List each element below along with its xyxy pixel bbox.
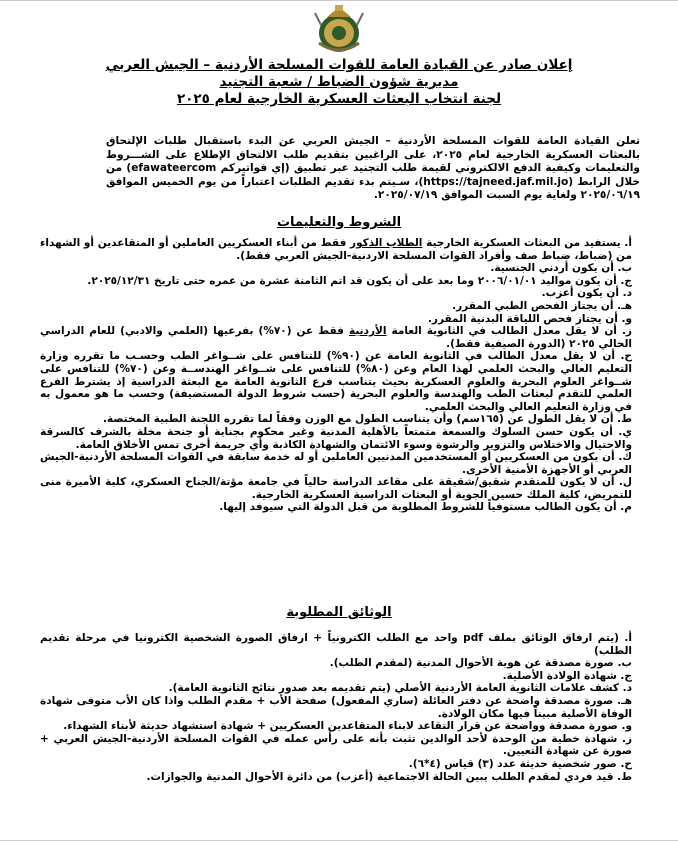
condition-item	[40, 237, 632, 262]
condition-item	[40, 476, 632, 501]
condition-item	[40, 313, 632, 326]
conditions-list	[40, 237, 632, 514]
condition-text: هـ. أن يجتاز الفحص الطبي المقرر.	[452, 299, 632, 312]
document-item: ج. شهادة الولادة الأصلية.	[502, 669, 632, 682]
condition-text: م. أن يكون الطالب مستوفياً للشروط المطلوبة من قبل الدولة التي سيوفد إليها.	[219, 501, 632, 514]
conditions-title: الشروط والتعليمات	[276, 215, 402, 230]
condition-text: ب. أن يكون أردني الجنسية.	[490, 262, 632, 275]
condition-item	[40, 451, 632, 476]
jaf-crest-emblem	[311, 3, 367, 55]
condition-text: ح. أن لا يقل معدل الطالب في الثانوية العامة عن (٩٠%) للتنافس على شــواغر الطب وحسـب ما تقرره وزارة التعليم العالي والبحث العلمي لهذا العام وعن (٨٠%) للتنافس على شــواغر الهندســة وعن (٧٠%) للتنافس على شــواغر العلوم البحرية والعلوم العسكرية بحيث يتناسب فرع الثانوية العامة مع البعثة الدراسية إذ يشترط الفرع العلمي للتقدم لبعثات الطب والهندسة والعلوم البحرية (حسب شروط الدولة المستضيفة) وحسب ما هو معمول به في وزارة التعليم العالي والبحث العلمي.	[40, 350, 633, 413]
condition-item	[40, 350, 632, 413]
document-item: ح. صور شخصية حديثة عدد (٣) قياس (٤*٦).	[408, 757, 632, 770]
documents-title: الوثائق المطلوبة	[286, 605, 392, 620]
header-line-1: إعلان صادر عن القيادة العامة للقوات المسلحة الأردنية – الجيش العربي	[105, 57, 573, 73]
document-item: ب. صورة مصدقة عن هوية الأحوال المدنية (لمقدم الطلب).	[329, 657, 632, 670]
condition-item	[40, 501, 632, 514]
condition-item	[40, 426, 632, 451]
condition-text: ك. أن يكون من العسكريين أو المستخدمين المدنيين العاملين أو له خدمة سابقة في القوات المسلحة الأردنية-الجيش العربي أو الأجهزة الأمنية الأخرى.	[40, 451, 632, 476]
documents-list	[40, 632, 632, 783]
document-item: ط. قيد فردي لمقدم الطلب يبين الحالة الاجتماعية (أعزب) من دائرة الأحوال المدنية والجوازات.	[146, 770, 632, 783]
condition-text-cont: فقط من أبناء العسكريين العاملين أو المتقاعدين أو الشهداء من (ضباط، ضباط صف وأفراد القوات المسلحة الاردنية-الجيش العربي فقط).	[40, 237, 632, 262]
document-item: و. صورة مصدقة وواضحة عن قرار التقاعد لابناء المتقاعدين العسكريين + شهادة استشهاد حديثة لأبناء الشهداء.	[63, 720, 632, 733]
condition-text: ز. أن لا يقل معدل الطالب في الثانوية العامة	[386, 325, 632, 338]
condition-item	[40, 413, 632, 426]
condition-text-cont: فقط عن (٧٠%) بفرعيها (العلمي والادبي) للعام الدراسي الحالي ٢٠٢٥ (الدورة الصيفية فقط).	[40, 325, 632, 350]
header-line-2: مديرية شؤون الضباط / شعبة التجنيد	[219, 74, 459, 90]
condition-text: ط. أن لا يقل الطول عن (١٦٥سم) وأن يتناسب الطول مع الوزن وفقاً لما تقرره اللجنة الطبية المختصة.	[102, 413, 632, 426]
condition-text: أ. يستفيد من البعثات العسكرية الخارجية	[422, 237, 632, 249]
intro-paragraph: تعلن القيادة العامة للقوات المسلحة الأردنية – الجيش العربي عن البدء باستقبال طلبات الإلتحاق بالبعثات العسكرية الخارجية لعام ٢٠٢٥، على الراغبين بتقديم طلب الالتحاق الإطلاع على الشـــروط والتعليمات وكيفية الدفع الالكتروني لقيمة طلب التجنيد عبر تطبيق (إي فواتيركم efawateercom) من خلال الرابط (https://tajneed.jaf.mil.jo)، سـيتم بدء تقديم الطلبات اعتباراً من يوم الخميس الموافق ٢٠٢٥/٠٦/١٩ ولغاية يوم السبت الموافق ٢٠٢٥/٠٧/١٩.	[106, 135, 640, 201]
condition-item	[40, 287, 632, 300]
condition-text: ل. أن لا يكون للمتقدم شقيق/شقيقة على مقاعد الدراسة حالياً في جامعة مؤتة/الجناح العسكري، كلية الأميرة منى للتمريض، كلية الملك حسين الجوية أو البعثات الدراسية العسكرية الخارجية.	[40, 476, 632, 501]
condition-underlined-text: الأردنية	[348, 325, 387, 338]
document-item: أ. (يتم ارفاق الوثائق بملف pdf واحد مع الطلب الكترونياً + ارفاق الصورة الشخصية الكترونيا في مرحلة تقديم الطلب)	[40, 632, 632, 657]
condition-item	[40, 275, 632, 288]
header-line-3: لجنة انتخاب البعثات العسكرية الخارجية لعام ٢٠٢٥	[176, 91, 502, 107]
condition-underlined-text: الطلاب الذكور	[350, 237, 423, 249]
condition-item	[40, 262, 632, 275]
condition-item	[40, 300, 632, 313]
document-item: هـ. صورة مصدقة واضحة عن دفتر العائلة (ساري المفعول) صفحة الأب + مقدم الطلب واذا كان الأب متوفى شهادة الوفاة الأصلية مبيناً فيها مكان الولادة.	[40, 694, 632, 720]
document-item: د. كشف علامات الثانوية العامة الأردنية الأصلي (يتم تقديمه بعد صدور نتائج الثانوية العامة).	[168, 682, 632, 695]
announcement-header	[0, 57, 678, 108]
condition-text: و. أن يجتاز فحص اللياقة البدنية المقرر.	[427, 312, 632, 325]
document-item: ز. شهادة خطية من الوحدة لأحد الوالدين تثبت بأنه على رأس عمله في القوات المسلحة الأردنية-الجيش العربي + صورة عن شهادة التعيين.	[40, 732, 632, 758]
condition-text: ج. أن يكون مواليد ٢٠٠٦/٠١/٠١ وما بعد على أن يكون قد اتم الثامنة عشرة من عمره حتى تاريخ ٢٠٢٥/١٢/٣١.	[87, 274, 632, 287]
condition-text: د. أن يكون أعزب.	[541, 287, 632, 300]
condition-text: ي. أن يكون حسن السلوك والسمعة متمتعاً بالأهلية المدنية وغير محكوم بجناية أو جنحة مخلة بالشرف كالسرقة والاحتيال والاختلاس والتزوير والرشوة وسوء الائتمان والشهادة الكاذبة وأي جريمة أخرى تمس الأخلاق العامة.	[40, 425, 632, 451]
condition-item	[40, 325, 632, 350]
